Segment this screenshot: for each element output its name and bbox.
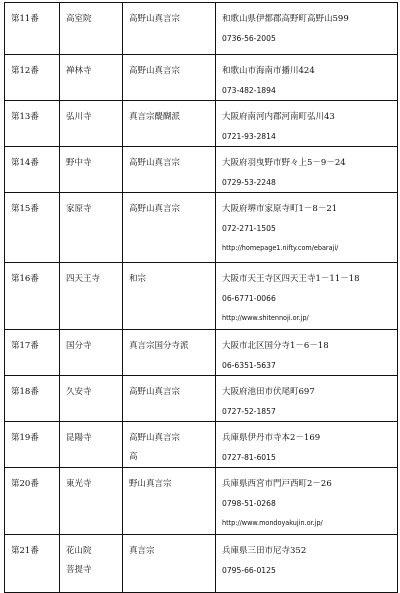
table-row [5, 147, 398, 193]
temple-sect-line: 高 [129, 452, 138, 462]
temple-phone: 0721-93-2814 [222, 132, 276, 141]
temple-number: 第19番 [5, 422, 60, 468]
temple-sect [123, 535, 216, 593]
table-row [5, 3, 398, 55]
temple-sect [123, 101, 216, 147]
temple-name-line: 東光寺 [66, 479, 92, 489]
table-row [5, 376, 398, 422]
temple-number: 第12番 [5, 55, 60, 101]
temple-name-line: 国分寺 [66, 341, 92, 351]
temple-website-link[interactable]: http://www.shitennoji.or.jp/ [222, 313, 309, 322]
temple-address-line: 兵庫県西宮市門戸西町2－26 [222, 479, 332, 489]
temple-name-line: 禅林寺 [66, 66, 92, 76]
temple-sect-line: 高野山真言宗 [129, 204, 181, 214]
temple-number: 第16番 [5, 263, 60, 330]
temple-name [60, 3, 123, 55]
temple-address [216, 376, 398, 422]
temple-name [60, 263, 123, 330]
temple-address-line: 大阪市北区国分寺1－6－18 [222, 341, 329, 351]
table-row [5, 535, 398, 593]
temple-sect-line: 高野山真言宗 [129, 387, 181, 397]
temple-sect [123, 422, 216, 468]
temple-number: 第18番 [5, 376, 60, 422]
temple-sect-line: 高野山真言宗 [129, 433, 181, 443]
temple-sect [123, 55, 216, 101]
temple-name-line: 花山院 [66, 546, 92, 556]
temple-phone: 0727-52-1857 [222, 407, 276, 416]
temple-sect-line: 高野山真言宗 [129, 66, 181, 76]
temple-phone: 0736-56-2005 [222, 34, 276, 43]
temple-number: 第15番 [5, 193, 60, 263]
table-row [5, 468, 398, 535]
temple-name [60, 147, 123, 193]
temple-name-line: 弘川寺 [66, 112, 92, 122]
temple-name-line: 高室院 [66, 14, 92, 24]
temple-sect [123, 376, 216, 422]
temple-address-line: 大阪市天王寺区四天王寺1－11－18 [222, 274, 360, 284]
temple-number: 第17番 [5, 330, 60, 376]
temple-sect-line: 野山真言宗 [129, 479, 172, 489]
temple-phone: 0729-53-2248 [222, 178, 276, 187]
temple-name [60, 330, 123, 376]
temple-address [216, 422, 398, 468]
temple-address-line: 大阪府池田市伏尾町697 [222, 387, 315, 397]
temple-address [216, 101, 398, 147]
temple-sect [123, 147, 216, 193]
table-row [5, 55, 398, 101]
temple-address [216, 263, 398, 330]
temple-address [216, 3, 398, 55]
temple-sect [123, 263, 216, 330]
temple-name-line: 菩提寺 [66, 565, 92, 575]
temple-website-link[interactable]: http://homepage1.nifty.com/ebaraji/ [222, 243, 339, 252]
temple-name-line: 野中寺 [66, 158, 92, 168]
temple-name [60, 55, 123, 101]
table-row [5, 422, 398, 468]
temple-sect [123, 468, 216, 535]
temple-table [4, 2, 398, 593]
temple-number: 第20番 [5, 468, 60, 535]
temple-name [60, 101, 123, 147]
temple-sect-line: 真言宗醍醐派 [129, 112, 181, 122]
table-row [5, 263, 398, 330]
temple-website-link[interactable]: http://www.mondoyakujin.or.jp/ [222, 518, 323, 527]
temple-name-line: 昆陽寺 [66, 433, 92, 443]
temple-address-line: 和歌山市海南市播川424 [222, 66, 315, 76]
temple-sect-line: 和宗 [129, 274, 147, 284]
temple-address-line: 兵庫県伊丹市寺本2－169 [222, 433, 321, 443]
temple-address-line: 大阪府南河内郡河南町弘川43 [222, 112, 335, 122]
temple-name [60, 422, 123, 468]
temple-number: 第21番 [5, 535, 60, 593]
temple-sect [123, 330, 216, 376]
temple-phone: 0795-66-0125 [222, 566, 276, 575]
temple-phone: 06-6351-5637 [222, 361, 276, 370]
temple-sect-line: 真言宗国分寺派 [129, 341, 189, 351]
temple-address [216, 147, 398, 193]
temple-phone: 0798-51-0268 [222, 499, 276, 508]
temple-phone: 0727-81-6015 [222, 453, 276, 462]
temple-name [60, 535, 123, 593]
temple-number: 第13番 [5, 101, 60, 147]
temple-phone: 073-482-1894 [222, 86, 276, 95]
temple-address [216, 535, 398, 593]
temple-address [216, 193, 398, 263]
temple-number: 第14番 [5, 147, 60, 193]
temple-sect-line: 真言宗 [129, 546, 155, 556]
temple-name [60, 376, 123, 422]
temple-address-line: 兵庫県三田市尼寺352 [222, 546, 307, 556]
temple-sect-line: 高野山真言宗 [129, 158, 181, 168]
temple-table-body [5, 3, 398, 593]
temple-sect [123, 3, 216, 55]
temple-address [216, 468, 398, 535]
temple-phone: 072-271-1505 [222, 224, 276, 233]
temple-address [216, 330, 398, 376]
temple-name-line: 久安寺 [66, 387, 92, 397]
temple-name-line: 四天王寺 [66, 274, 101, 284]
table-row [5, 101, 398, 147]
temple-name [60, 193, 123, 263]
table-row [5, 193, 398, 263]
temple-address [216, 55, 398, 101]
temple-address-line: 大阪府羽曳野市野々上5－9－24 [222, 158, 346, 168]
temple-name-line: 家原寺 [66, 204, 92, 214]
temple-address-line: 大阪府堺市家原寺町1－8－21 [222, 204, 338, 214]
temple-phone: 06-6771-0066 [222, 294, 276, 303]
temple-address-line: 和歌山県伊都郡高野町高野山599 [222, 14, 349, 24]
temple-sect-line: 高野山真言宗 [129, 14, 181, 24]
temple-name [60, 468, 123, 535]
temple-number: 第11番 [5, 3, 60, 55]
table-row [5, 330, 398, 376]
temple-sect [123, 193, 216, 263]
